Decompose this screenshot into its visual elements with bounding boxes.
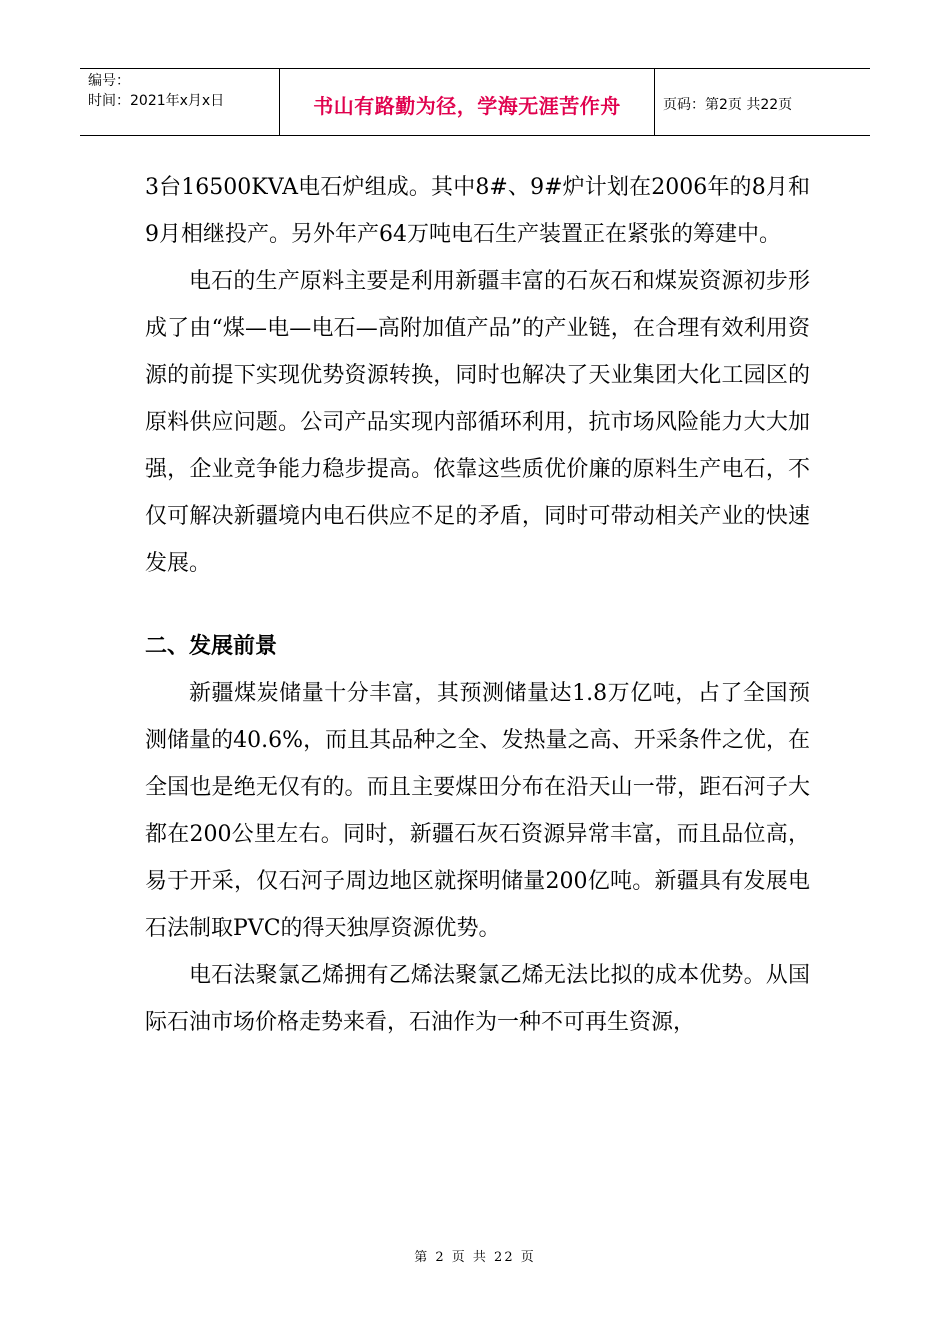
paragraph-cost-advantage: 电石法聚氯乙烯拥有乙烯法聚氯乙烯无法比拟的成本优势。从国际石油市场价格走势来看，石油作为一种不可再生资源，	[145, 963, 810, 1035]
header-motto: 书山有路勤为径，学海无涯苦作舟	[280, 69, 655, 135]
header-meta	[80, 69, 280, 135]
document-time-label: 时间：2021年x月x日	[88, 93, 225, 109]
document-number-label: 编号：	[88, 73, 130, 89]
paragraph-coal-reserves: 新疆煤炭储量十分丰富，其预测储量达1.8万亿吨，占了全国预测储量的40.6%，而且其品种之全、发热量之高、开采条件之优，在全国也是绝无仅有的。而且主要煤田分布在沿天山一带，距石河子大都在200公里左右。同时，新疆石灰石资源异常丰富，而且品位高，易于开采，仅石河子周边地区就探明储量200亿吨。新疆具有发展电石法制取PVC的得天独厚资源优势。	[145, 681, 810, 941]
paragraph-continuation: 3台16500KVA电石炉组成。其中8#、9#炉计划在2006年的8月和9月相继投产。另外年产64万吨电石生产装置正在紧张的筹建中。	[145, 175, 810, 247]
section-heading: 二、发展前景	[145, 634, 278, 659]
paragraph-raw-materials: 电石的生产原料主要是利用新疆丰富的石灰石和煤炭资源初步形成了由“煤—电—电石—高附加值产品”的产业链，在合理有效利用资源的前提下实现优势资源转换，同时也解决了天业集团大化工园区的原料供应问题。公司产品实现内部循环利用，抗市场风险能力大大加强，企业竞争能力稳步提高。依靠这些质优价廉的原料生产电石，不仅可解决新疆境内电石供应不足的矛盾，同时可带动相关产业的快速发展。	[145, 269, 810, 576]
header-page-info: 页码：第2页 共22页	[663, 97, 793, 113]
page-header	[80, 68, 870, 136]
document-body	[145, 164, 810, 1046]
page-footer: 第 2 页 共 22 页	[414, 1250, 536, 1265]
